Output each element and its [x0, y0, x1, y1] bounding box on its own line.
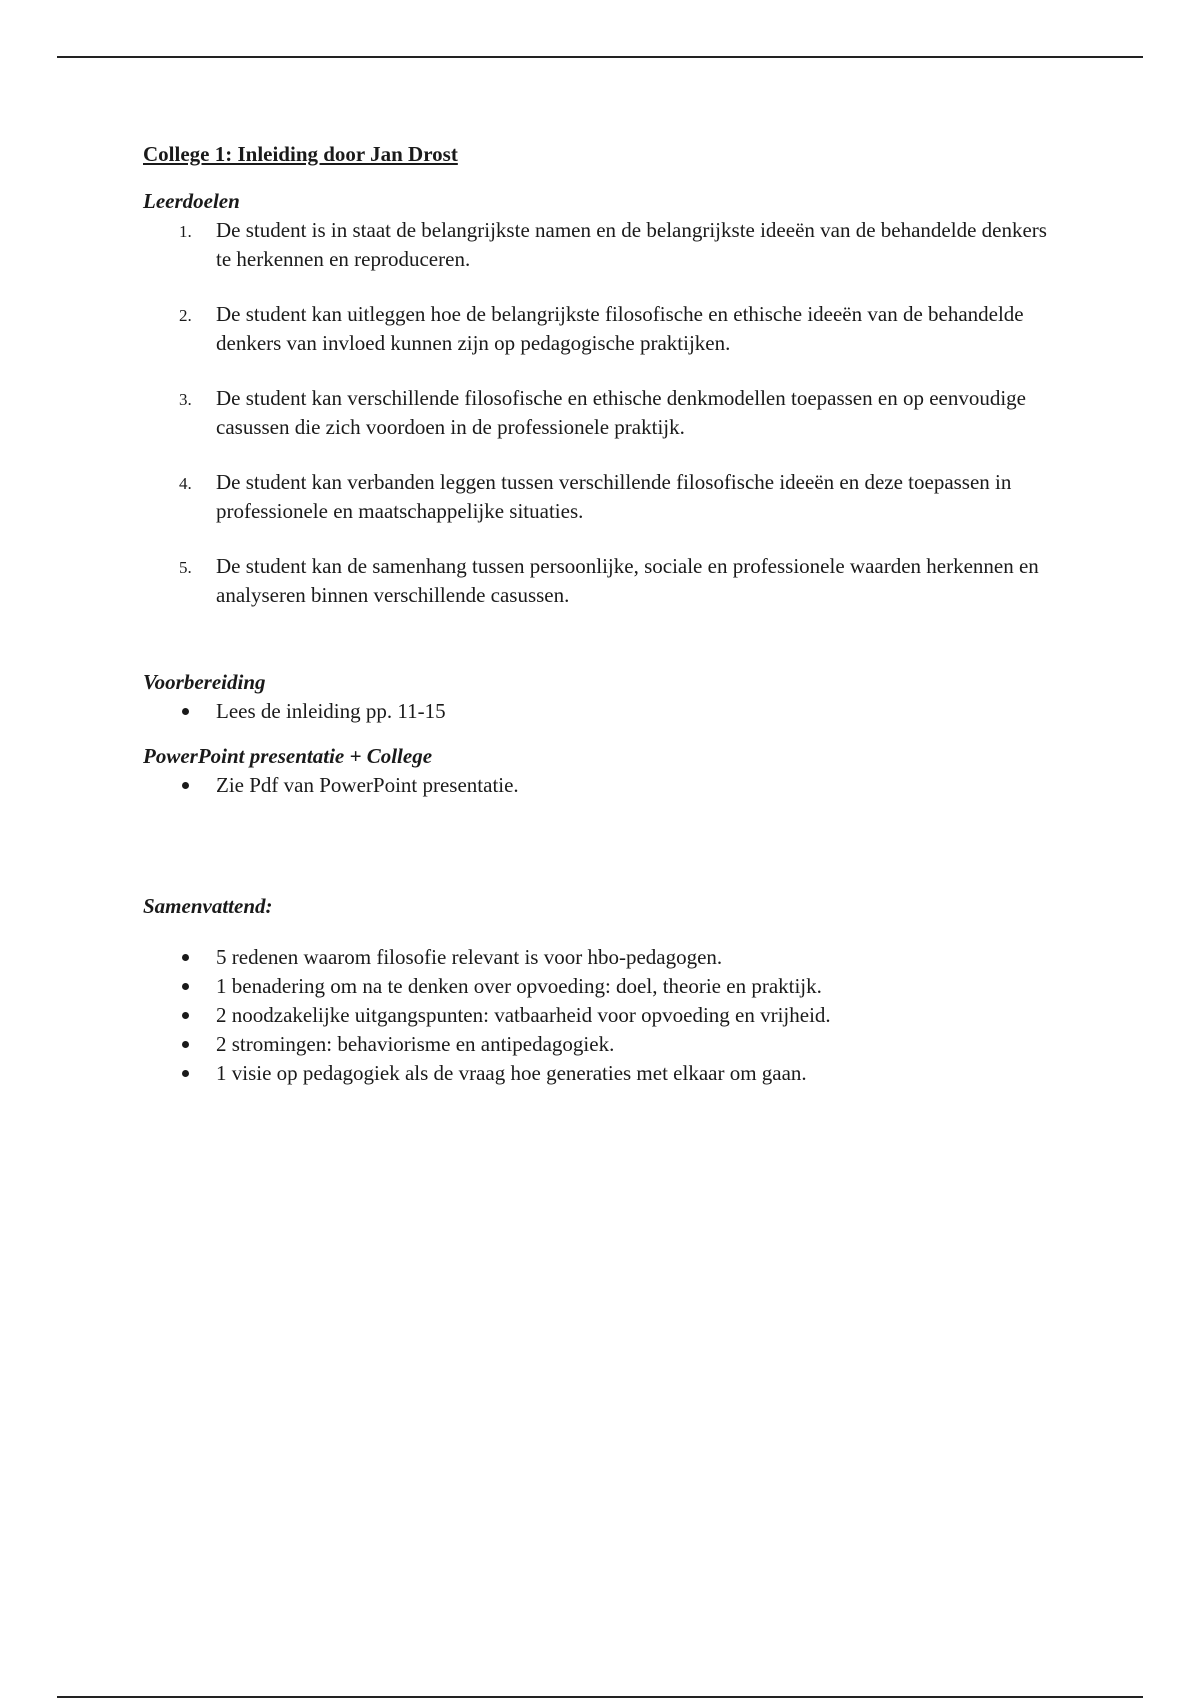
bullet-icon	[182, 708, 189, 715]
list-item-text: De student kan verbanden leggen tussen verschillende filosofische ideeën en deze toepassen in professionele en maatschappelijke situaties.	[216, 470, 1012, 523]
list-item-number: 4.	[179, 474, 192, 493]
list-item-number: 2.	[179, 306, 192, 325]
powerpoint-heading: PowerPoint presentatie + College	[143, 744, 433, 768]
bullet-icon	[182, 1070, 189, 1077]
list-item	[143, 972, 1063, 1001]
list-item-number: 1.	[179, 222, 192, 241]
list-item	[143, 468, 1063, 526]
document-body	[143, 140, 1063, 1088]
leerdoelen-heading: Leerdoelen	[143, 189, 240, 213]
leerdoelen-list	[143, 216, 1063, 610]
list-item	[143, 943, 1063, 972]
bullet-icon	[182, 954, 189, 961]
list-item	[143, 1001, 1063, 1030]
samenvattend-heading: Samenvattend:	[143, 894, 273, 918]
list-item	[143, 771, 1063, 800]
list-item-number: 5.	[179, 558, 192, 577]
list-item-text: Lees de inleiding pp. 11-15	[216, 699, 446, 723]
list-item-text: De student kan de samenhang tussen persoonlijke, sociale en professionele waarden herkennen en analyseren binnen verschillende casussen.	[216, 554, 1039, 607]
list-item	[143, 1030, 1063, 1059]
list-item	[143, 384, 1063, 442]
samenvattend-list	[143, 943, 1063, 1088]
page-title: College 1: Inleiding door Jan Drost	[143, 142, 458, 166]
bullet-icon	[182, 1012, 189, 1019]
bullet-icon	[182, 782, 189, 789]
list-item	[143, 552, 1063, 610]
voorbereiding-heading: Voorbereiding	[143, 670, 266, 694]
list-item-text: 2 noodzakelijke uitgangspunten: vatbaarheid voor opvoeding en vrijheid.	[216, 1003, 831, 1027]
powerpoint-list	[143, 771, 1063, 800]
list-item-text: 5 redenen waarom filosofie relevant is voor hbo-pedagogen.	[216, 945, 723, 969]
top-rule	[57, 56, 1143, 58]
list-item-text: De student kan verschillende filosofische en ethische denkmodellen toepassen en op eenvoudige casussen die zich voordoen in de professionele praktijk.	[216, 386, 1026, 439]
list-item-text: 1 benadering om na te denken over opvoeding: doel, theorie en praktijk.	[216, 974, 822, 998]
list-item	[143, 1059, 1063, 1088]
list-item	[143, 697, 1063, 726]
list-item-text: Zie Pdf van PowerPoint presentatie.	[216, 773, 519, 797]
voorbereiding-list	[143, 697, 1063, 726]
list-item-number: 3.	[179, 390, 192, 409]
bullet-icon	[182, 1041, 189, 1048]
bottom-rule	[57, 1696, 1143, 1698]
list-item-text: 1 visie op pedagogiek als de vraag hoe generaties met elkaar om gaan.	[216, 1061, 807, 1085]
list-item	[143, 300, 1063, 358]
bullet-icon	[182, 983, 189, 990]
list-item-text: De student is in staat de belangrijkste namen en de belangrijkste ideeën van de behandelde denkers te herkennen en reproduceren.	[216, 218, 1047, 271]
list-item	[143, 216, 1063, 274]
list-item-text: De student kan uitleggen hoe de belangrijkste filosofische en ethische ideeën van de behandelde denkers van invloed kunnen zijn op pedagogische praktijken.	[216, 302, 1024, 355]
list-item-text: 2 stromingen: behaviorisme en antipedagogiek.	[216, 1032, 615, 1056]
